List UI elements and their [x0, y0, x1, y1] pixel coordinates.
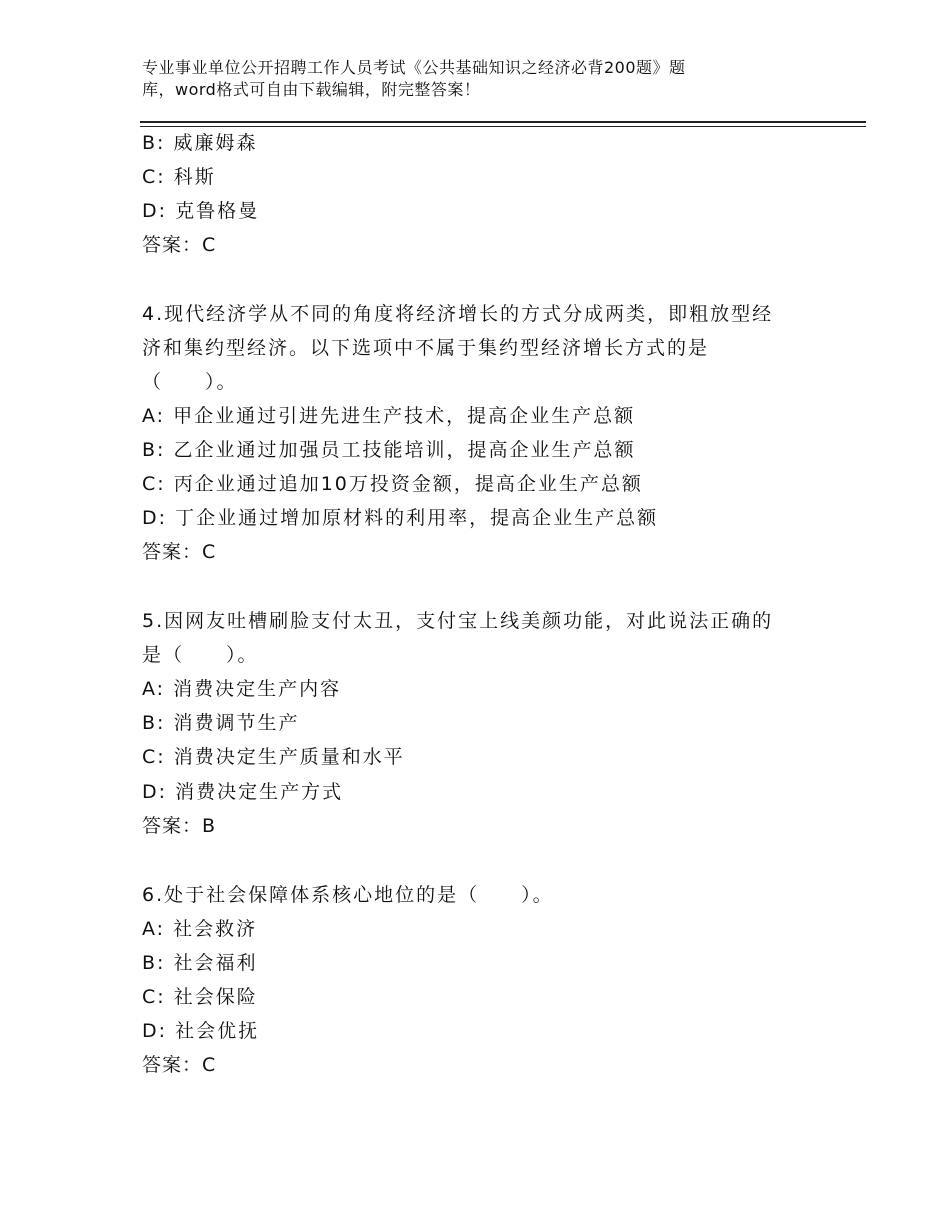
q5-option-c: C: 消费决定生产质量和水平 [142, 746, 405, 768]
q4-option-a: A: 甲企业通过引进先进生产技术，提高企业生产总额 [142, 405, 636, 427]
q4-option-c: C: 丙企业通过追加10万投资金额，提高企业生产总额 [142, 473, 643, 495]
header-line-1: 专业事业单位公开招聘工作人员考试《公共基础知识之经济必背200题》题 [142, 58, 686, 77]
q6-option-b: B: 社会福利 [142, 952, 258, 974]
q3-option-b: B: 威廉姆森 [142, 132, 258, 154]
q3-option-c: C: 科斯 [142, 166, 216, 188]
q3-answer: 答案：C [142, 234, 217, 256]
q6-answer: 答案：C [142, 1054, 217, 1076]
q4-option-d: D: 丁企业通过增加原材料的利用率，提高企业生产总额 [142, 507, 659, 529]
q6-stem-line-1: 6.处于社会保障体系核心地位的是（ ）。 [142, 884, 554, 906]
q5-answer: 答案：B [142, 815, 217, 837]
page-header [142, 57, 782, 101]
q6-option-d: D: 社会优抚 [142, 1020, 260, 1042]
header-rule-thick [140, 121, 866, 123]
q5-stem-line-1: 5.因网友吐槽刷脸支付太丑，支付宝上线美颜功能，对此说法正确的 [142, 610, 774, 632]
q5-option-b: B: 消费调节生产 [142, 712, 300, 734]
q4-answer: 答案：C [142, 541, 217, 563]
q4-stem-line-3: （ ）。 [142, 371, 238, 393]
q6-option-c: C: 社会保险 [142, 986, 258, 1008]
q3-option-d: D: 克鲁格曼 [142, 200, 260, 222]
q5-option-a: A: 消费决定生产内容 [142, 678, 342, 700]
q4-stem-line-2: 济和集约型经济。以下选项中不属于集约型经济增长方式的是 [142, 337, 710, 359]
q4-option-b: B: 乙企业通过加强员工技能培训，提高企业生产总额 [142, 439, 636, 461]
q4-stem-line-1: 4.现代经济学从不同的角度将经济增长的方式分成两类，即粗放型经 [142, 303, 774, 325]
q5-option-d: D: 消费决定生产方式 [142, 781, 344, 803]
q5-stem-line-2: 是（ ）。 [142, 644, 259, 666]
header-rule-thin [140, 126, 866, 127]
q6-option-a: A: 社会救济 [142, 918, 258, 940]
header-line-2: 库，word格式可自由下载编辑，附完整答案！ [142, 80, 481, 99]
